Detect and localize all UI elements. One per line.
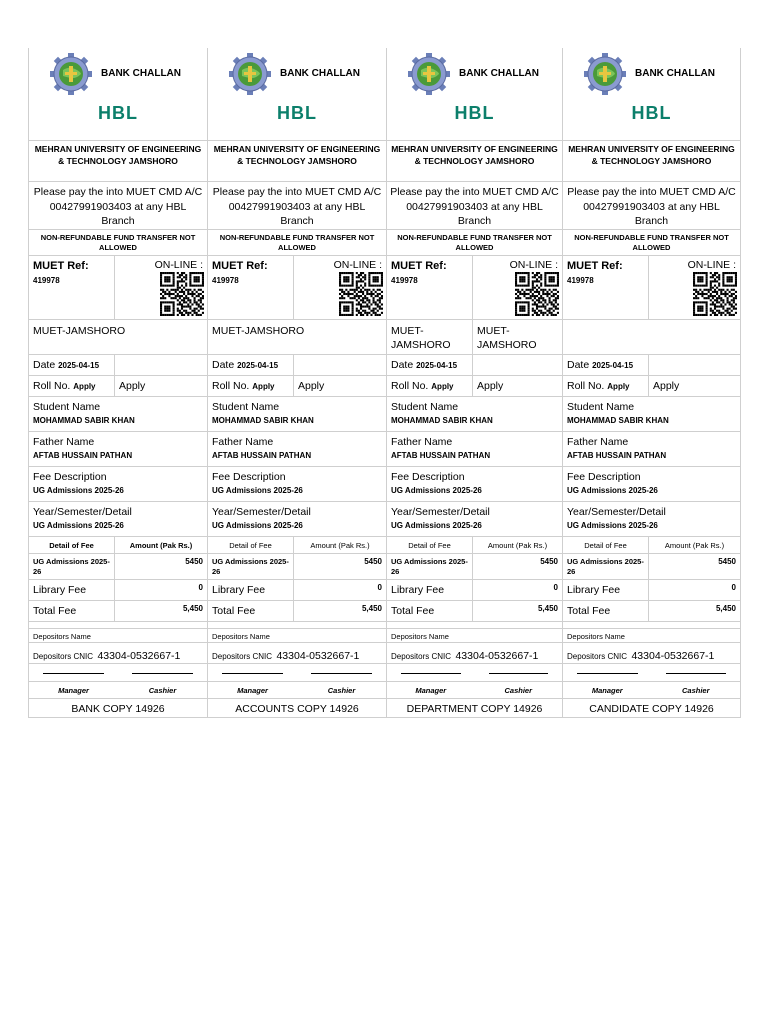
father-name-value: AFTAB HUSSAIN PATHAN bbox=[391, 451, 491, 460]
year-semester-field bbox=[208, 501, 386, 536]
date-row bbox=[208, 354, 386, 375]
total-fee-label: Total Fee bbox=[208, 601, 294, 621]
student-name-label: Student Name bbox=[391, 401, 459, 413]
date-row bbox=[387, 354, 562, 375]
payment-instruction: Please pay the into MUET CMD A/C 00427991903403 at any HBL Branch bbox=[29, 181, 207, 229]
library-fee-amount: 0 bbox=[198, 583, 203, 592]
bank-challan-title: BANK CHALLAN bbox=[459, 68, 539, 79]
year-semester-label: Year/Semester/Detail bbox=[212, 506, 311, 518]
challan-sheet bbox=[28, 48, 741, 718]
year-semester-value: UG Admissions 2025-26 bbox=[391, 521, 482, 530]
depositor-cnic-value: 43304-0532667-1 bbox=[97, 650, 181, 662]
date-value: 2025-04-15 bbox=[58, 361, 100, 370]
roll-row bbox=[29, 375, 207, 396]
depositor-cnic-label: Depositors CNIC bbox=[567, 652, 628, 661]
father-name-field bbox=[563, 431, 740, 466]
muet-ref-value: 419978 bbox=[567, 276, 594, 285]
qr-code-icon bbox=[160, 272, 204, 316]
fee-table-header bbox=[387, 536, 562, 553]
depositor-cnic-value: 43304-0532667-1 bbox=[455, 650, 539, 662]
fee-description-field bbox=[29, 466, 207, 501]
campus-name: MUET-JAMSHORO bbox=[212, 325, 305, 337]
online-label: ON-LINE : bbox=[333, 259, 382, 271]
campus-name: MUET-JAMSHORO bbox=[387, 320, 473, 354]
date-value: 2025-04-15 bbox=[592, 361, 634, 370]
roll-value-small: Apply bbox=[431, 382, 454, 391]
date-label: Date bbox=[33, 359, 56, 371]
campus-row bbox=[387, 319, 562, 354]
manager-label: Manager bbox=[237, 686, 268, 695]
student-name-value: MOHAMMAD SABIR KHAN bbox=[33, 416, 135, 425]
father-name-value: AFTAB HUSSAIN PATHAN bbox=[33, 451, 133, 460]
father-name-value: AFTAB HUSSAIN PATHAN bbox=[567, 451, 667, 460]
signature-lines bbox=[29, 663, 207, 681]
roll-row bbox=[208, 375, 386, 396]
challan-copy bbox=[28, 48, 207, 718]
copy-label: ACCOUNTS COPY 14926 bbox=[208, 698, 386, 718]
online-label: ON-LINE : bbox=[687, 259, 736, 271]
fee-description-label: Fee Description bbox=[391, 471, 465, 483]
copy-label: DEPARTMENT COPY 14926 bbox=[387, 698, 562, 718]
total-fee-amount: 5,450 bbox=[537, 604, 558, 613]
reference-row bbox=[387, 255, 562, 319]
challan-header bbox=[29, 48, 207, 140]
student-name-value: MOHAMMAD SABIR KHAN bbox=[567, 416, 669, 425]
campus-row bbox=[563, 319, 740, 354]
roll-row bbox=[387, 375, 562, 396]
signature-labels bbox=[208, 681, 386, 698]
year-semester-field bbox=[387, 501, 562, 536]
fee-description-label: Fee Description bbox=[212, 471, 286, 483]
signature-labels bbox=[387, 681, 562, 698]
non-refundable-notice: NON-REFUNDABLE FUND TRANSFER NOT ALLOWED bbox=[208, 229, 386, 255]
payment-instruction: Please pay the into MUET CMD A/C 00427991903403 at any HBL Branch bbox=[563, 181, 740, 229]
university-name: MEHRAN UNIVERSITY OF ENGINEERING & TECHNOLOGY JAMSHORO bbox=[387, 140, 562, 181]
total-fee-label: Total Fee bbox=[387, 601, 473, 621]
amount-header: Amount (Pak Rs.) bbox=[310, 541, 370, 550]
fee-line-label: UG Admissions 2025-26 bbox=[387, 554, 473, 579]
detail-of-fee-header: Detail of Fee bbox=[563, 537, 649, 553]
fee-line bbox=[29, 553, 207, 579]
depositor-name-label: Depositors Name bbox=[387, 628, 562, 642]
qr-code-icon bbox=[515, 272, 559, 316]
muet-ref-value: 419978 bbox=[212, 276, 239, 285]
year-semester-field bbox=[29, 501, 207, 536]
total-fee-row bbox=[29, 600, 207, 621]
roll-value-small: Apply bbox=[607, 382, 630, 391]
challan-header bbox=[387, 48, 562, 140]
date-value: 2025-04-15 bbox=[416, 361, 458, 370]
university-name: MEHRAN UNIVERSITY OF ENGINEERING & TECHNOLOGY JAMSHORO bbox=[563, 140, 740, 181]
fee-line-amount: 5450 bbox=[718, 557, 736, 566]
student-name-field bbox=[387, 396, 562, 431]
fee-description-value: UG Admissions 2025-26 bbox=[391, 486, 482, 495]
fee-description-value: UG Admissions 2025-26 bbox=[212, 486, 303, 495]
total-fee-amount: 5,450 bbox=[182, 604, 203, 613]
fee-line bbox=[563, 553, 740, 579]
challan-copy bbox=[386, 48, 562, 718]
library-fee-label: Library Fee bbox=[208, 580, 294, 600]
year-semester-value: UG Admissions 2025-26 bbox=[567, 521, 658, 530]
depositor-name-label: Depositors Name bbox=[29, 628, 207, 642]
depositor-cnic-row bbox=[208, 642, 386, 663]
fee-description-value: UG Admissions 2025-26 bbox=[567, 486, 658, 495]
bank-challan-title: BANK CHALLAN bbox=[635, 68, 715, 79]
divider bbox=[387, 621, 562, 628]
total-fee-row bbox=[563, 600, 740, 621]
copy-label: BANK COPY 14926 bbox=[29, 698, 207, 718]
father-name-label: Father Name bbox=[33, 436, 95, 448]
amount-header: Amount (Pak Rs.) bbox=[487, 541, 548, 550]
depositor-cnic-value: 43304-0532667-1 bbox=[276, 650, 360, 662]
roll-label: Roll No. bbox=[212, 380, 250, 392]
fee-table-header bbox=[29, 536, 207, 553]
student-name-field bbox=[208, 396, 386, 431]
fee-description-label: Fee Description bbox=[33, 471, 107, 483]
date-row bbox=[29, 354, 207, 375]
fee-line-label: UG Admissions 2025-26 bbox=[208, 554, 294, 579]
depositor-cnic-row bbox=[29, 642, 207, 663]
fee-line-label: UG Admissions 2025-26 bbox=[29, 554, 115, 579]
campus-name-secondary: MUET-JAMSHORO bbox=[477, 325, 537, 351]
signature-lines bbox=[208, 663, 386, 681]
father-name-label: Father Name bbox=[567, 436, 629, 448]
bank-challan-title: BANK CHALLAN bbox=[280, 68, 360, 79]
campus-row bbox=[208, 319, 386, 354]
depositor-cnic-label: Depositors CNIC bbox=[212, 652, 273, 661]
university-logo-icon bbox=[49, 52, 93, 96]
depositor-cnic-row bbox=[563, 642, 740, 663]
qr-code-icon bbox=[339, 272, 383, 316]
roll-label: Roll No. bbox=[567, 380, 605, 392]
cashier-label: Cashier bbox=[327, 686, 356, 695]
date-label: Date bbox=[212, 359, 235, 371]
library-fee-amount: 0 bbox=[553, 583, 558, 592]
challan-header bbox=[563, 48, 740, 140]
year-semester-label: Year/Semester/Detail bbox=[391, 506, 490, 518]
depositor-name-label: Depositors Name bbox=[208, 628, 386, 642]
total-fee-row bbox=[208, 600, 386, 621]
muet-ref-value: 419978 bbox=[391, 276, 418, 285]
fee-line bbox=[208, 553, 386, 579]
online-label: ON-LINE : bbox=[154, 259, 203, 271]
non-refundable-notice: NON-REFUNDABLE FUND TRANSFER NOT ALLOWED bbox=[29, 229, 207, 255]
date-label: Date bbox=[391, 359, 414, 371]
roll-value: Apply bbox=[653, 380, 680, 392]
muet-ref-label: MUET Ref: bbox=[212, 260, 268, 272]
manager-label: Manager bbox=[58, 686, 89, 695]
challan-copy bbox=[562, 48, 741, 718]
divider bbox=[29, 621, 207, 628]
muet-ref-label: MUET Ref: bbox=[391, 260, 447, 272]
roll-value: Apply bbox=[298, 380, 325, 392]
amount-header: Amount (Pak Rs.) bbox=[129, 541, 193, 550]
hbl-logo: HBL bbox=[454, 103, 495, 123]
library-fee-amount: 0 bbox=[377, 583, 382, 592]
roll-label: Roll No. bbox=[33, 380, 71, 392]
divider bbox=[563, 621, 740, 628]
cashier-label: Cashier bbox=[681, 686, 710, 695]
challan-header bbox=[208, 48, 386, 140]
fee-table-header bbox=[563, 536, 740, 553]
library-fee-amount: 0 bbox=[731, 583, 736, 592]
roll-value: Apply bbox=[119, 380, 146, 392]
student-name-label: Student Name bbox=[212, 401, 280, 413]
fee-line bbox=[387, 553, 562, 579]
date-value: 2025-04-15 bbox=[237, 361, 279, 370]
father-name-field bbox=[208, 431, 386, 466]
campus-name: MUET-JAMSHORO bbox=[33, 325, 126, 337]
manager-label: Manager bbox=[591, 686, 623, 695]
online-label: ON-LINE : bbox=[509, 259, 558, 271]
university-name: MEHRAN UNIVERSITY OF ENGINEERING & TECHNOLOGY JAMSHORO bbox=[208, 140, 386, 181]
university-logo-icon bbox=[583, 52, 627, 96]
university-logo-icon bbox=[228, 52, 272, 96]
reference-row bbox=[563, 255, 740, 319]
roll-value-small: Apply bbox=[252, 382, 275, 391]
cashier-label: Cashier bbox=[504, 686, 532, 695]
reference-row bbox=[29, 255, 207, 319]
signature-labels bbox=[29, 681, 207, 698]
total-fee-amount: 5,450 bbox=[361, 604, 382, 613]
non-refundable-notice: NON-REFUNDABLE FUND TRANSFER NOT ALLOWED bbox=[563, 229, 740, 255]
divider bbox=[208, 621, 386, 628]
amount-header: Amount (Pak Rs.) bbox=[664, 541, 725, 550]
date-row bbox=[563, 354, 740, 375]
detail-of-fee-header: Detail of Fee bbox=[208, 537, 294, 553]
roll-value: Apply bbox=[477, 380, 504, 392]
payment-instruction: Please pay the into MUET CMD A/C 00427991903403 at any HBL Branch bbox=[208, 181, 386, 229]
student-name-field bbox=[29, 396, 207, 431]
campus-name bbox=[563, 320, 740, 354]
muet-ref-value: 419978 bbox=[33, 276, 60, 285]
depositor-cnic-label: Depositors CNIC bbox=[391, 652, 452, 661]
year-semester-field bbox=[563, 501, 740, 536]
fee-description-field bbox=[208, 466, 386, 501]
total-fee-label: Total Fee bbox=[563, 601, 649, 621]
total-fee-amount: 5,450 bbox=[715, 604, 736, 613]
father-name-label: Father Name bbox=[212, 436, 274, 448]
depositor-cnic-row bbox=[387, 642, 562, 663]
roll-label: Roll No. bbox=[391, 380, 429, 392]
detail-of-fee-header: Detail of Fee bbox=[29, 537, 115, 553]
student-name-label: Student Name bbox=[567, 401, 635, 413]
hbl-logo: HBL bbox=[98, 103, 138, 123]
copy-label: CANDIDATE COPY 14926 bbox=[563, 698, 740, 718]
fee-line-amount: 5450 bbox=[540, 557, 558, 566]
library-fee-row bbox=[387, 579, 562, 600]
student-name-label: Student Name bbox=[33, 401, 101, 413]
library-fee-label: Library Fee bbox=[387, 580, 473, 600]
year-semester-value: UG Admissions 2025-26 bbox=[33, 521, 124, 530]
fee-line-label: UG Admissions 2025-26 bbox=[563, 554, 649, 579]
roll-value-small: Apply bbox=[73, 382, 96, 391]
manager-label: Manager bbox=[415, 686, 447, 695]
library-fee-label: Library Fee bbox=[563, 580, 649, 600]
signature-labels bbox=[563, 681, 740, 698]
library-fee-row bbox=[563, 579, 740, 600]
father-name-field bbox=[29, 431, 207, 466]
depositor-name-label: Depositors Name bbox=[563, 628, 740, 642]
year-semester-label: Year/Semester/Detail bbox=[567, 506, 666, 518]
muet-ref-label: MUET Ref: bbox=[33, 260, 89, 272]
muet-ref-label: MUET Ref: bbox=[567, 260, 623, 272]
hbl-logo: HBL bbox=[631, 103, 672, 123]
payment-instruction: Please pay the into MUET CMD A/C 00427991903403 at any HBL Branch bbox=[387, 181, 562, 229]
student-name-value: MOHAMMAD SABIR KHAN bbox=[212, 416, 314, 425]
signature-lines bbox=[387, 663, 562, 681]
library-fee-row bbox=[208, 579, 386, 600]
reference-row bbox=[208, 255, 386, 319]
library-fee-label: Library Fee bbox=[29, 580, 115, 600]
challan-copy bbox=[207, 48, 386, 718]
year-semester-value: UG Admissions 2025-26 bbox=[212, 521, 303, 530]
library-fee-row bbox=[29, 579, 207, 600]
total-fee-row bbox=[387, 600, 562, 621]
fee-line-amount: 5450 bbox=[185, 557, 203, 566]
campus-row bbox=[29, 319, 207, 354]
signature-lines bbox=[563, 663, 740, 681]
detail-of-fee-header: Detail of Fee bbox=[387, 537, 473, 553]
depositor-cnic-label: Depositors CNIC bbox=[33, 652, 94, 661]
university-logo-icon bbox=[407, 52, 451, 96]
fee-description-field bbox=[563, 466, 740, 501]
student-name-field bbox=[563, 396, 740, 431]
depositor-cnic-value: 43304-0532667-1 bbox=[631, 650, 715, 662]
student-name-value: MOHAMMAD SABIR KHAN bbox=[391, 416, 493, 425]
roll-row bbox=[563, 375, 740, 396]
father-name-value: AFTAB HUSSAIN PATHAN bbox=[212, 451, 312, 460]
fee-description-field bbox=[387, 466, 562, 501]
fee-description-label: Fee Description bbox=[567, 471, 641, 483]
university-name: MEHRAN UNIVERSITY OF ENGINEERING & TECHNOLOGY JAMSHORO bbox=[29, 140, 207, 181]
non-refundable-notice: NON-REFUNDABLE FUND TRANSFER NOT ALLOWED bbox=[387, 229, 562, 255]
year-semester-label: Year/Semester/Detail bbox=[33, 506, 132, 518]
fee-line-amount: 5450 bbox=[364, 557, 382, 566]
cashier-label: Cashier bbox=[148, 686, 177, 695]
hbl-logo: HBL bbox=[277, 103, 317, 123]
total-fee-label: Total Fee bbox=[29, 601, 115, 621]
father-name-label: Father Name bbox=[391, 436, 453, 448]
fee-description-value: UG Admissions 2025-26 bbox=[33, 486, 124, 495]
father-name-field bbox=[387, 431, 562, 466]
qr-code-icon bbox=[693, 272, 737, 316]
bank-challan-title: BANK CHALLAN bbox=[101, 68, 181, 79]
date-label: Date bbox=[567, 359, 590, 371]
fee-table-header bbox=[208, 536, 386, 553]
